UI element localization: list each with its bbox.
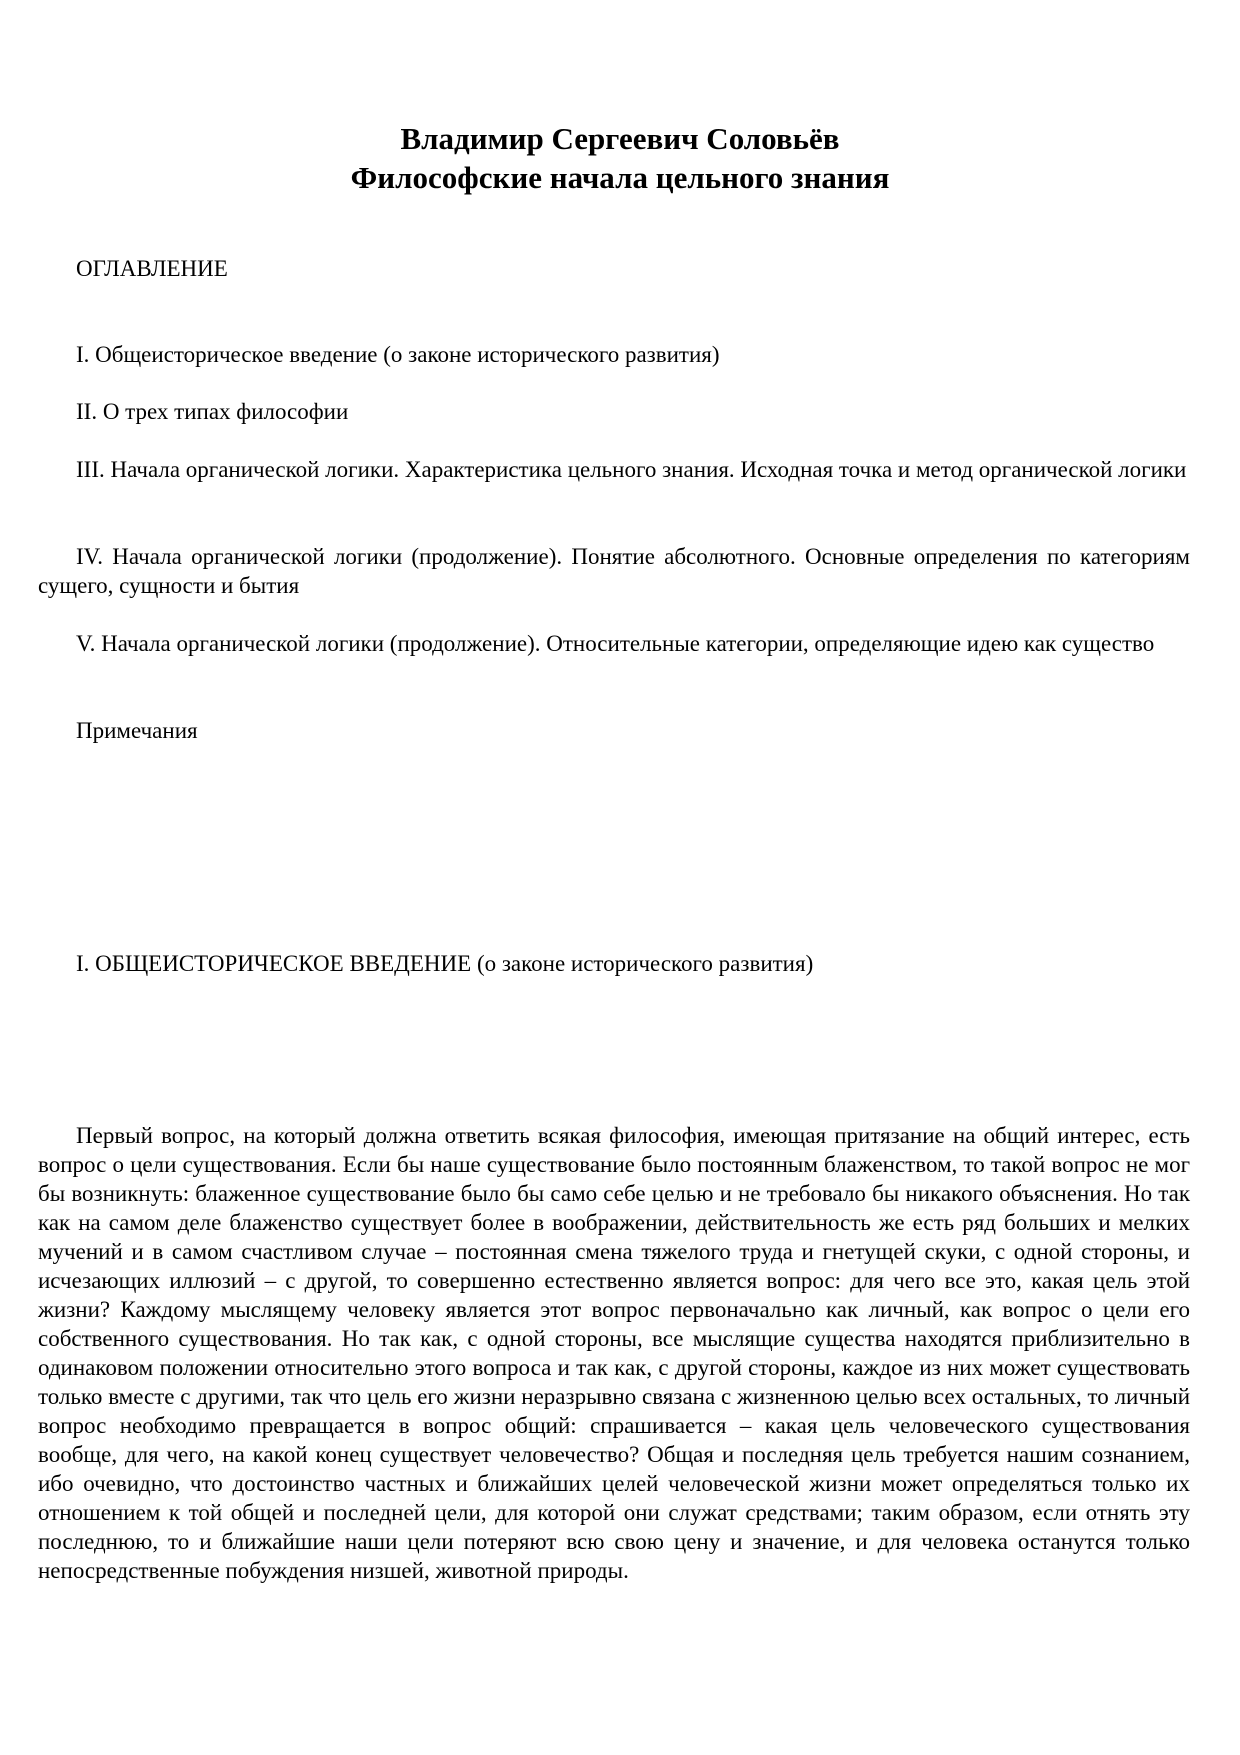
toc-item: Примечания — [76, 718, 198, 743]
toc-item: III. Начала органической логики. Характеристика цельного знания. Исходная точка и метод органической логики — [76, 457, 1187, 482]
section-heading: I. ОБЩЕИСТОРИЧЕСКОЕ ВВЕДЕНИЕ (о законе исторического развития) — [76, 951, 814, 976]
author-name: Владимир Сергеевич Соловьёв — [400, 121, 840, 156]
toc-item: I. Общеисторическое введение (о законе исторического развития) — [76, 342, 720, 367]
book-title: Философские начала цельного знания — [350, 160, 890, 195]
body-paragraph: Первый вопрос, на который должна ответить всякая философия, имеющая притязание на общий интерес, есть вопрос о цели существования. Если бы наше существование было постоянным блаженством, то такой вопрос не мог бы возникнуть: блаженное существование было бы само себе целью и не требовало бы никакого объяснения. Но так как на самом деле блаженство существует более в воображении, действительность же есть ряд больших и мелких мучений и в самом счастливом случае – постоянная смена тяжелого труда и гнетущей скуки, с одной стороны, и исчезающих иллюзий – с другой, то совершенно естественно является вопрос: для чего все это, какая цель этой жизни? Каждому мыслящему человеку является этот вопрос первоначально как личный, как вопрос о цели его собственного существования. Но так как, с одной стороны, все мыслящие существа находятся приблизительно в одинаковом положении относительно этого вопроса и так как, с другой стороны, каждое из них может существовать только вместе с другими, так что цель его жизни неразрывно связана с жизненною целью всех остальных, то личный вопрос необходимо превращается в вопрос общий: спрашивается – какая цель человеческого существования вообще, для чего, на какой конец существует человечество? Общая и последняя цель требуется нашим сознанием, ибо очевидно, что достоинство частных и ближайших целей человеческой жизни может определяться только их отношением к той общей и последней цели, для которой они служат средствами; таким образом, если отнять эту последнюю, то и ближайшие наши цели потеряют всю свою цену и значение, и для человека останутся только непосредственные побуждения низшей, животной природы. — [38, 1123, 1190, 1583]
toc-item: V. Начала органической логики (продолжение). Относительные категории, определяющие идею как существо — [76, 631, 1155, 656]
toc-item: II. О трех типах философии — [76, 399, 349, 424]
toc-item: IV. Начала органической логики (продолжение). Понятие абсолютного. Основные определения по категориям сущего, сущности и бытия — [38, 544, 1190, 598]
toc-heading: ОГЛАВЛЕНИЕ — [76, 256, 228, 281]
